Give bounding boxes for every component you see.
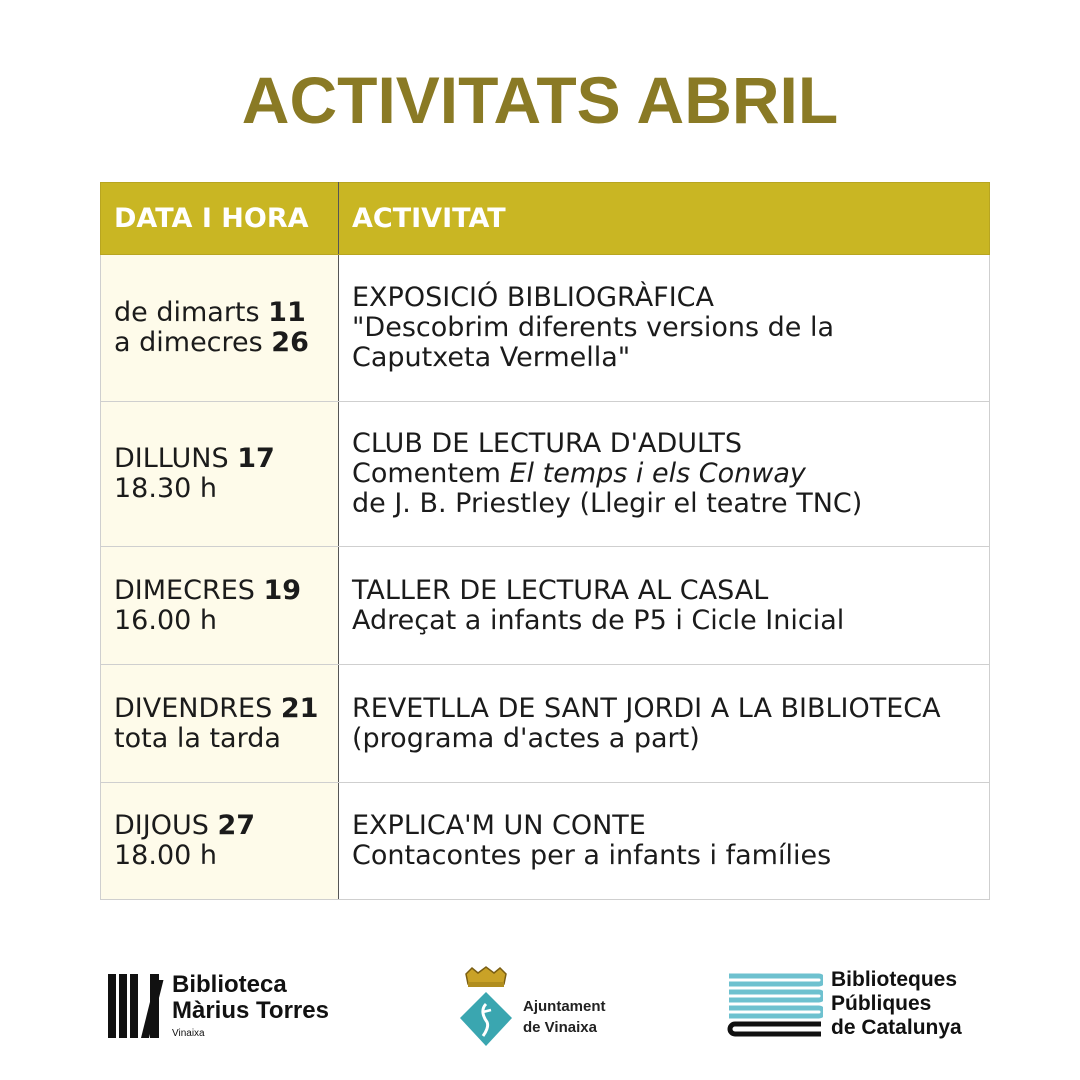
activity-title: REVETLLA DE SANT JORDI A LA BIBLIOTECA [352, 692, 941, 724]
activity-cell [339, 255, 990, 402]
header-date: DATA I HORA [101, 183, 339, 255]
date-cell [101, 547, 339, 665]
table-row [101, 783, 990, 900]
date-number: 19 [263, 574, 302, 606]
activity-detail: Caputxeta Vermella" [352, 342, 631, 373]
network-name-line: Biblioteques [831, 968, 958, 991]
network-name [831, 968, 962, 1040]
network-name-line: de Catalunya [831, 1016, 962, 1039]
council-name [523, 996, 606, 1038]
activity-detail: "Descobrim diferents versions de la [352, 312, 835, 343]
library-name-line: Biblioteca [172, 971, 287, 998]
date-text: DILLUNS [114, 443, 238, 474]
council-logo [456, 966, 636, 1056]
date-cell [101, 255, 339, 402]
book-title: El temps i els Conway [509, 458, 806, 489]
table-row [101, 547, 990, 665]
activity-title: EXPOSICIÓ BIBLIOGRÀFICA [352, 282, 714, 313]
date-cell [101, 665, 339, 783]
library-name-line: Màrius Torres [172, 997, 329, 1024]
library-logo [108, 971, 388, 1044]
page-title: ACTIVITATS ABRIL [241, 63, 839, 137]
date-cell [101, 783, 339, 900]
activity-title: EXPLICA'M UN CONTE [352, 810, 646, 841]
activity-detail: (programa d'actes a part) [352, 722, 700, 754]
date-number: 27 [217, 810, 256, 841]
network-logo [727, 966, 997, 1046]
activity-title: TALLER DE LECTURA AL CASAL [352, 574, 769, 606]
time-text: 18.30 h [114, 473, 217, 504]
time-text: tota la tarda [114, 722, 281, 754]
activities-table [100, 182, 990, 900]
activity-cell [339, 402, 990, 547]
activity-title: CLUB DE LECTURA D'ADULTS [352, 428, 742, 459]
coat-of-arms-icon [456, 966, 516, 1054]
activity-detail: Adreçat a infants de P5 i Cicle Inicial [352, 604, 845, 636]
activity-cell [339, 665, 990, 783]
table-row [101, 255, 990, 402]
table-row [101, 402, 990, 547]
time-text: 18.00 h [114, 840, 217, 871]
date-cell [101, 402, 339, 547]
date-number: 21 [280, 692, 319, 724]
activity-detail: Comentem [352, 458, 510, 489]
council-name-line: de Vinaixa [523, 1019, 597, 1036]
activity-detail: Contacontes per a infants i famílies [352, 840, 832, 871]
date-number: 17 [237, 443, 275, 474]
activity-detail: de J. B. Priestley (Llegir el teatre TNC) [352, 488, 863, 519]
activity-cell [339, 783, 990, 900]
date-text: de dimarts [114, 297, 269, 328]
time-text: 16.00 h [114, 604, 217, 636]
library-town: Vinaixa [172, 1028, 205, 1039]
date-text: DIVENDRES [114, 692, 281, 724]
stacked-books-logo-icon [727, 970, 823, 1042]
date-number: 11 [268, 297, 306, 328]
date-text: DIJOUS [114, 810, 218, 841]
table-header-row [101, 183, 990, 255]
header-activity: ACTIVITAT [339, 183, 990, 255]
council-name-line: Ajuntament [523, 998, 606, 1015]
book-spines-logo-icon [108, 974, 160, 1038]
date-number: 26 [271, 327, 309, 358]
activity-cell [339, 547, 990, 665]
footer-logos [0, 960, 1080, 1060]
date-text: a dimecres [114, 327, 272, 358]
table-row [101, 665, 990, 783]
network-name-line: Públiques [831, 992, 932, 1015]
library-name [172, 972, 329, 1024]
date-text: DIMECRES [114, 574, 264, 606]
